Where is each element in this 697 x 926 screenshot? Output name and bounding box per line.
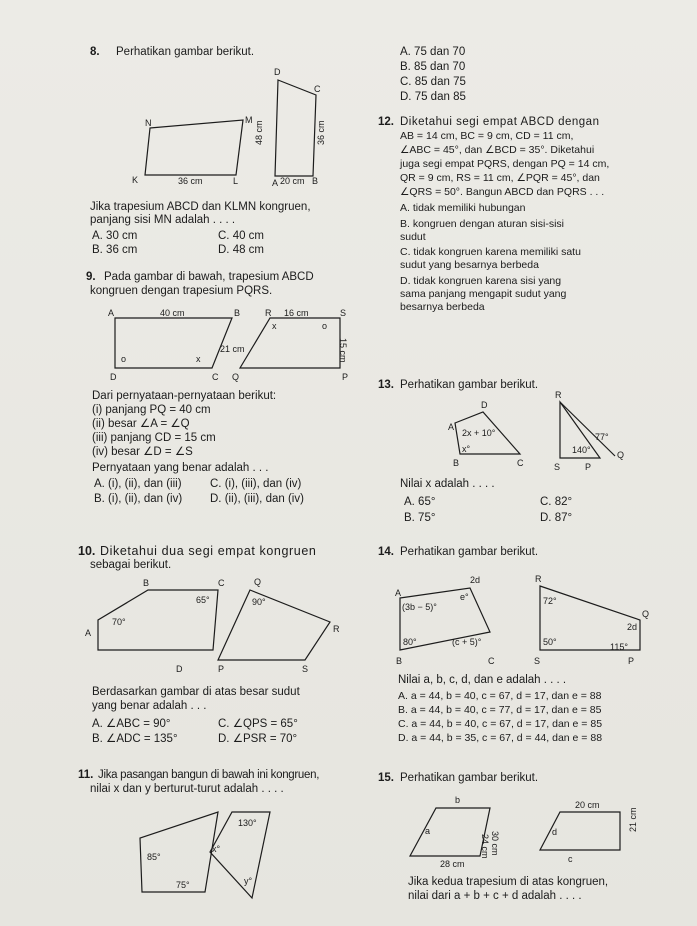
- q9-label-b: B: [234, 308, 241, 318]
- q13-quad-abcd: [448, 400, 524, 468]
- q13-angle-140: 140°: [572, 445, 591, 455]
- q9-side-ab: 40 cm: [160, 308, 185, 318]
- q8-number: 8.: [90, 46, 100, 58]
- q14-label-b: B: [396, 656, 403, 666]
- q15-side-28: 28 cm: [440, 859, 465, 869]
- q9-intro: Dari pernyataan-pernyataan berikut:: [92, 390, 277, 402]
- q14-angle-72: 72°: [543, 596, 557, 606]
- q13-label-c: C: [517, 458, 524, 468]
- q13-label-r: R: [555, 390, 562, 400]
- q14-quad-pqrs: [534, 574, 649, 666]
- q10-angle-q: 90°: [252, 597, 266, 607]
- q14-quad-abcd: [395, 575, 495, 666]
- q15-label-d: d: [552, 827, 558, 837]
- q13-angle-77: 77°: [595, 432, 609, 442]
- q14-angle-80: 80°: [403, 637, 417, 647]
- q13-question: Nilai x adalah . . . .: [400, 478, 495, 490]
- q9-stem-2: kongruen dengan trapesium PQRS.: [90, 285, 273, 297]
- q9-option-b[interactable]: B. (i), (ii), dan (iv): [94, 493, 183, 505]
- q13-label-p: P: [585, 462, 592, 472]
- q12-option-c-1[interactable]: C. tidak kongruen karena memiliki satu: [400, 246, 581, 258]
- q13-quad-pqrs: [554, 390, 624, 472]
- q14-label-d: 2d: [470, 575, 481, 585]
- q10-label-p: P: [218, 664, 225, 674]
- q10-label-c: C: [218, 578, 225, 588]
- q10-label-a: A: [85, 628, 92, 638]
- q8-trapezoid-abcd: [254, 67, 326, 188]
- q13-number: 13.: [378, 379, 394, 391]
- q13-option-c[interactable]: C. 82°: [540, 496, 573, 508]
- q10-label-r: R: [333, 624, 340, 634]
- q11-quad-left: [140, 812, 218, 892]
- q8-label-d: D: [274, 67, 281, 77]
- q8-lead-1: Jika trapesium ABCD dan KLMN kongruen,: [90, 201, 311, 213]
- q9-label-c: C: [212, 372, 219, 382]
- q15-side-24: 24 cm: [480, 834, 490, 859]
- q8-side-lm: 48 cm: [254, 120, 264, 145]
- q12-option-d-2: sama panjang mengapit sudut yang: [400, 288, 567, 300]
- q12-line-2: AB = 14 cm, BC = 9 cm, CD = 11 cm,: [400, 130, 574, 142]
- q9-number: 9.: [86, 271, 96, 283]
- q14-angle-e: e°: [460, 592, 469, 602]
- q9-option-c[interactable]: C. (i), (iii), dan (iv): [210, 478, 302, 490]
- q8-trapezoid-klmn: [132, 115, 253, 186]
- q8-stem: Perhatikan gambar berikut.: [116, 46, 255, 58]
- q11-stem-1: Jika pasangan bangun di bawah ini kongruen,: [98, 769, 320, 781]
- q8-label-k: K: [132, 175, 139, 185]
- q14-label-c: C: [488, 656, 495, 666]
- q14-angle-2d: 2d: [627, 622, 638, 632]
- q12-option-d-3: besarnya berbeda: [400, 301, 485, 313]
- q10-label-b: B: [143, 578, 150, 588]
- q14-label-s: S: [534, 656, 541, 666]
- q9-statement-1: (i) panjang PQ = 40 cm: [92, 404, 211, 416]
- q14-question: Nilai a, b, c, d, dan e adalah . . . .: [398, 674, 567, 686]
- q12-number: 12.: [378, 116, 394, 128]
- q8-option-c[interactable]: C. 40 cm: [218, 230, 265, 242]
- q13-option-b[interactable]: B. 75°: [404, 512, 436, 524]
- q14-angle-115: 115°: [610, 642, 628, 652]
- q10-label-s: S: [302, 664, 309, 674]
- q9-label-a: A: [108, 308, 115, 318]
- q9-label-q: Q: [232, 372, 240, 382]
- q15-stem: Perhatikan gambar berikut.: [400, 772, 539, 784]
- q10-question-1: Berdasarkan gambar di atas besar sudut: [92, 686, 300, 698]
- q8-label-n: N: [145, 118, 152, 128]
- q13-label-s: S: [554, 462, 561, 472]
- q11-angle-x: x°: [212, 844, 221, 854]
- q9-statement-3: (iii) panjang CD = 15 cm: [92, 432, 216, 444]
- q12-line-4: juga segi empat PQRS, dengan PQ = 14 cm,: [400, 158, 610, 170]
- q15-number: 15.: [378, 772, 394, 784]
- q9-statement-4: (iv) besar ∠D = ∠S: [92, 446, 193, 458]
- q14-label-q: Q: [642, 609, 650, 619]
- q10-stem-1: Diketahui dua segi empat kongruen: [100, 544, 317, 558]
- q13-angle-x: x°: [462, 444, 471, 454]
- q12-option-a[interactable]: A. tidak memiliki hubungan: [400, 202, 526, 214]
- q10-label-q: Q: [254, 577, 262, 587]
- q9-option-d[interactable]: D. (ii), (iii), dan (iv): [210, 493, 304, 505]
- q8-option-d[interactable]: D. 48 cm: [218, 244, 265, 256]
- q10-angle-c: 65°: [196, 595, 210, 605]
- q9-angle-c: x: [196, 354, 201, 364]
- q10-option-b[interactable]: B. ∠ADC = 135°: [92, 733, 178, 745]
- q13-label-a: A: [448, 422, 455, 432]
- q15-label-b: b: [455, 795, 461, 805]
- q14-option-d[interactable]: D. a = 44, b = 35, c = 67, d = 44, dan e = 88: [398, 732, 603, 744]
- q9-question: Pernyataan yang benar adalah . . .: [92, 462, 269, 474]
- q8-label-m: M: [245, 115, 253, 125]
- q9-angle-s: o: [322, 321, 328, 331]
- q12-line-1: Diketahui segi empat ABCD dengan: [400, 116, 600, 128]
- q14-option-a[interactable]: A. a = 44, b = 40, c = 67, d = 17, dan e = 88: [398, 690, 602, 702]
- q13-option-d[interactable]: D. 87°: [540, 512, 573, 524]
- q9-trapezoid-abcd: [108, 308, 245, 382]
- q13-option-a[interactable]: A. 65°: [404, 496, 436, 508]
- q7-option-c[interactable]: C. 85 dan 75: [400, 76, 466, 88]
- q11-angle-y: y°: [244, 876, 253, 886]
- q8-option-a[interactable]: A. 30 cm: [92, 230, 138, 242]
- q11-angle-85: 85°: [147, 852, 161, 862]
- q13-label-q: Q: [617, 450, 625, 460]
- q10-label-d: D: [176, 664, 183, 674]
- q10-quad-pqrs: [218, 577, 340, 674]
- q9-side-bc: 21 cm: [220, 344, 245, 354]
- q10-number: 10.: [78, 544, 96, 558]
- q7-option-d[interactable]: D. 75 dan 85: [400, 91, 466, 103]
- q8-label-l: L: [233, 176, 239, 186]
- q15-question-1: Jika kedua trapesium di atas kongruen,: [408, 876, 609, 888]
- q8-option-b[interactable]: B. 36 cm: [92, 244, 138, 256]
- q9-angle-d: o: [121, 354, 127, 364]
- q13-angle-expr: 2x + 10°: [462, 428, 496, 438]
- q9-trapezoid-pqrs: [232, 308, 348, 382]
- q11-stem-2: nilai x dan y berturut-turut adalah . . . .: [90, 783, 284, 795]
- q12-option-b-2: sudut: [400, 231, 426, 243]
- q8-base-ab: 20 cm: [280, 176, 305, 186]
- q12-line-3: ∠ABC = 45°, dan ∠BCD = 35°. Diketahui: [400, 144, 595, 156]
- q9-angle-r: x: [272, 321, 277, 331]
- q11-angle-130: 130°: [238, 818, 257, 828]
- q14-label-a: A: [395, 588, 402, 598]
- q12-option-c-2: sudut yang besarnya berbeda: [400, 259, 539, 271]
- q9-label-d: D: [110, 372, 117, 382]
- q13-stem: Perhatikan gambar berikut.: [400, 379, 539, 391]
- q9-option-a[interactable]: A. (i), (ii), dan (iii): [94, 478, 182, 490]
- q15-trapezoid-left: [410, 795, 500, 869]
- q14-angle-e1: (3b − 5)°: [402, 602, 437, 612]
- q9-label-s: S: [340, 308, 347, 318]
- q8-side-ab: 36 cm: [316, 120, 326, 145]
- q9-side-qs: 15 cm: [338, 338, 348, 363]
- q12-option-d-1[interactable]: D. tidak kongruen karena sisi yang: [400, 275, 562, 287]
- q14-option-c[interactable]: C. a = 44, b = 40, c = 67, d = 17, dan e = 85: [398, 718, 603, 730]
- q15-question-2: nilai dari a + b + c + d adalah . . . .: [408, 890, 582, 902]
- q12-option-b-1[interactable]: B. kongruen dengan aturan sisi-sisi: [400, 218, 565, 230]
- q10-stem-2: sebagai berikut.: [90, 559, 172, 571]
- q15-side-30: 30 cm: [490, 831, 500, 856]
- q9-statement-2: (ii) besar ∠A = ∠Q: [92, 418, 190, 430]
- q12-line-6: ∠QRS = 50°. Bangun ABCD dan PQRS . . .: [400, 186, 605, 198]
- q15-label-a: a: [425, 826, 431, 836]
- q10-quad-abcd: [85, 578, 225, 674]
- q12-line-5: QR = 9 cm, RS = 11 cm, ∠PQR = 45°, dan: [400, 172, 600, 184]
- q14-option-b[interactable]: B. a = 44, b = 40, c = 77, d = 17, dan e = 85: [398, 704, 602, 716]
- q10-option-a[interactable]: A. ∠ABC = 90°: [92, 718, 171, 730]
- q15-side-20: 20 cm: [575, 800, 600, 810]
- q10-angle-a: 70°: [112, 617, 126, 627]
- q14-label-r: R: [535, 574, 542, 584]
- q9-label-p: P: [342, 372, 349, 382]
- q9-side-rs: 16 cm: [284, 308, 309, 318]
- q8-lead-2: panjang sisi MN adalah . . . .: [90, 214, 236, 226]
- q9-stem-1: Pada gambar di bawah, trapesium ABCD: [104, 271, 314, 283]
- q9-label-r: R: [265, 308, 272, 318]
- q15-label-c: c: [568, 854, 573, 864]
- q8-label-c: C: [314, 84, 321, 94]
- q13-label-b: B: [453, 458, 460, 468]
- q13-label-d: D: [481, 400, 488, 410]
- q10-question-2: yang benar adalah . . .: [92, 700, 207, 712]
- q10-option-d[interactable]: D. ∠PSR = 70°: [218, 733, 298, 745]
- q11-angle-75: 75°: [176, 880, 190, 890]
- q15-trapezoid-right: [540, 800, 638, 864]
- q10-option-c[interactable]: C. ∠QPS = 65°: [218, 718, 298, 730]
- q7-option-b[interactable]: B. 85 dan 70: [400, 61, 466, 73]
- q14-number: 14.: [378, 546, 394, 558]
- q14-angle-50: 50°: [543, 637, 557, 647]
- q8-label-a: A: [272, 178, 279, 188]
- q14-angle-e2: (c + 5)°: [452, 637, 482, 647]
- q7-option-a[interactable]: A. 75 dan 70: [400, 46, 466, 58]
- q14-label-p: P: [628, 656, 635, 666]
- q11-number: 11.: [78, 769, 94, 781]
- q14-stem: Perhatikan gambar berikut.: [400, 546, 539, 558]
- q8-base-kl: 36 cm: [178, 176, 203, 186]
- q8-label-b: B: [312, 176, 319, 186]
- q15-side-21: 21 cm: [628, 807, 638, 832]
- q11-quad-right: [210, 812, 270, 898]
